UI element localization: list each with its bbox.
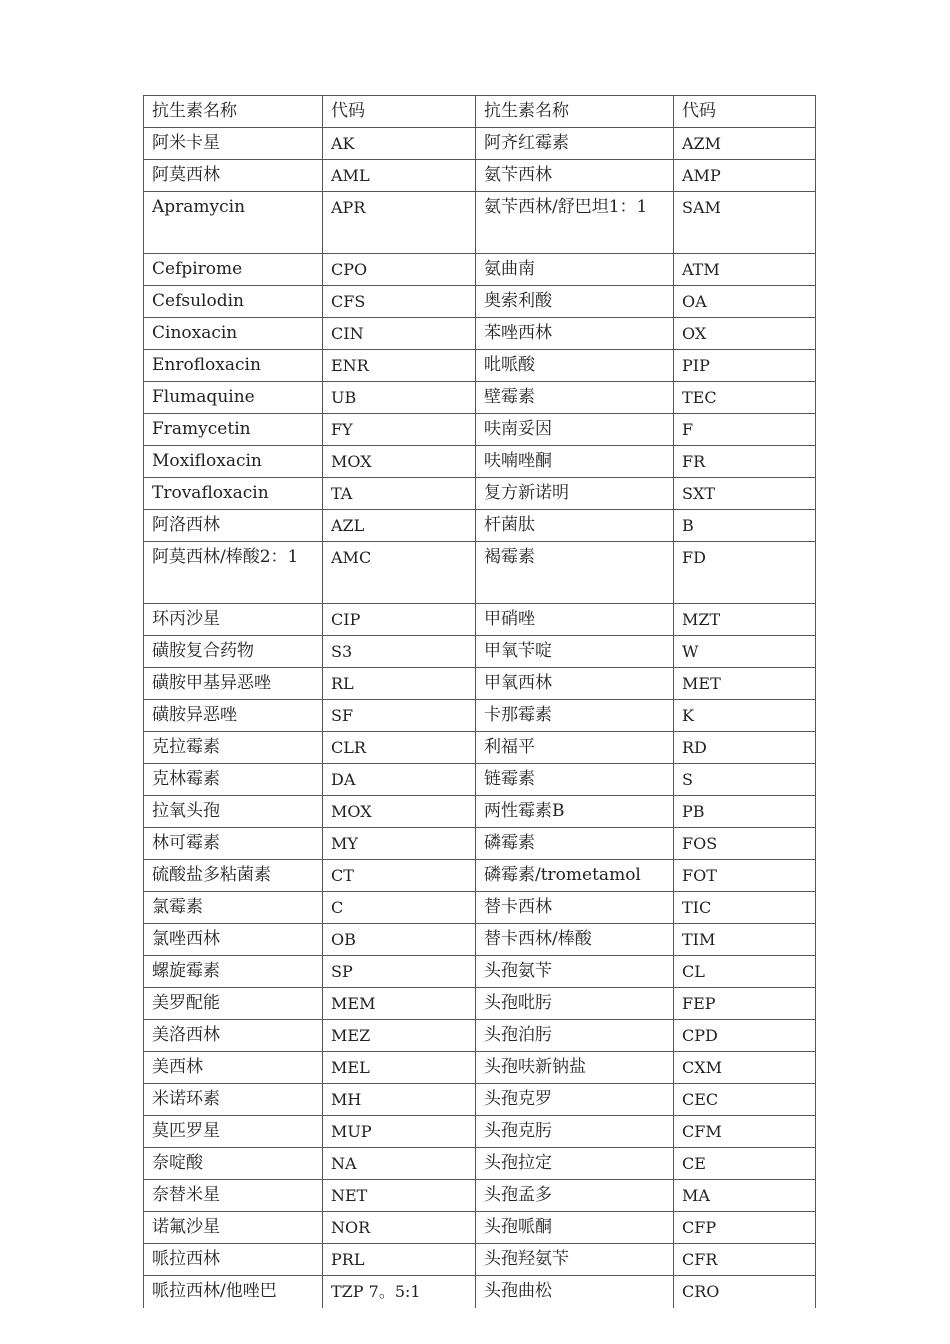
code-cell: SXT <box>674 478 816 510</box>
code-cell: F <box>674 414 816 446</box>
code-cell: PIP <box>674 350 816 382</box>
code-cell: ENR <box>323 350 476 382</box>
antibiotic-name-cell: 头孢泊肟 <box>476 1020 674 1052</box>
antibiotic-name-cell: 阿洛西林 <box>144 510 323 542</box>
code-cell: MUP <box>323 1116 476 1148</box>
code-cell: AZL <box>323 510 476 542</box>
code-cell: ATM <box>674 254 816 286</box>
antibiotic-name-cell: 头孢氨苄 <box>476 956 674 988</box>
table-row <box>144 860 816 892</box>
antibiotic-name-cell: 奈啶酸 <box>144 1148 323 1180</box>
antibiotic-name-cell: 磷霉素/trometamol <box>476 860 674 892</box>
code-cell: MEL <box>323 1052 476 1084</box>
antibiotic-name-cell: 杆菌肽 <box>476 510 674 542</box>
table-row <box>144 254 816 286</box>
antibiotic-name-cell: 壁霉素 <box>476 382 674 414</box>
table-row <box>144 542 816 604</box>
code-cell: MH <box>323 1084 476 1116</box>
table-row <box>144 732 816 764</box>
table-row <box>144 414 816 446</box>
antibiotic-name-cell: Trovafloxacin <box>144 478 323 510</box>
code-cell: CRO <box>674 1276 816 1308</box>
code-cell: FD <box>674 542 816 604</box>
code-cell: CT <box>323 860 476 892</box>
antibiotic-name-cell: 甲硝唑 <box>476 604 674 636</box>
antibiotic-name-cell: 呋喃唑酮 <box>476 446 674 478</box>
code-cell: MA <box>674 1180 816 1212</box>
code-cell: FEP <box>674 988 816 1020</box>
antibiotic-name-cell: 莫匹罗星 <box>144 1116 323 1148</box>
antibiotic-name-cell: 复方新诺明 <box>476 478 674 510</box>
code-cell: TEC <box>674 382 816 414</box>
code-cell: TIM <box>674 924 816 956</box>
antibiotic-name-cell: 两性霉素B <box>476 796 674 828</box>
code-cell: PRL <box>323 1244 476 1276</box>
antibiotic-name-cell: 诺氟沙星 <box>144 1212 323 1244</box>
code-cell: FOT <box>674 860 816 892</box>
antibiotic-name-cell: 阿莫西林/棒酸2：1 <box>144 542 323 604</box>
antibiotic-name-cell: Cinoxacin <box>144 318 323 350</box>
antibiotic-name-cell: 阿莫西林 <box>144 160 323 192</box>
antibiotic-name-cell: 哌拉西林/他唑巴 <box>144 1276 323 1308</box>
table-row <box>144 956 816 988</box>
antibiotic-name-cell: 卡那霉素 <box>476 700 674 732</box>
antibiotic-name-cell: 头孢呋新钠盐 <box>476 1052 674 1084</box>
antibiotic-name-cell: 褐霉素 <box>476 542 674 604</box>
antibiotic-name-cell: 林可霉素 <box>144 828 323 860</box>
antibiotic-name-cell: 磺胺甲基异恶唑 <box>144 668 323 700</box>
code-cell: CIN <box>323 318 476 350</box>
antibiotic-name-cell: 氨曲南 <box>476 254 674 286</box>
table-row <box>144 764 816 796</box>
table-row <box>144 988 816 1020</box>
code-cell: MOX <box>323 446 476 478</box>
code-cell: CFS <box>323 286 476 318</box>
antibiotic-name-cell: 头孢拉定 <box>476 1148 674 1180</box>
code-cell: S3 <box>323 636 476 668</box>
antibiotic-name-cell: Cefsulodin <box>144 286 323 318</box>
table-row <box>144 892 816 924</box>
antibiotic-name-cell: 甲氧苄啶 <box>476 636 674 668</box>
code-cell: TA <box>323 478 476 510</box>
antibiotic-name-cell: 克拉霉素 <box>144 732 323 764</box>
antibiotic-name-cell: 磺胺复合药物 <box>144 636 323 668</box>
code-cell: SAM <box>674 192 816 254</box>
table-row <box>144 1148 816 1180</box>
table-row <box>144 286 816 318</box>
antibiotic-name-cell: 氯霉素 <box>144 892 323 924</box>
code-cell: C <box>323 892 476 924</box>
code-cell: SP <box>323 956 476 988</box>
antibiotic-name-cell: 替卡西林 <box>476 892 674 924</box>
table-row <box>144 1116 816 1148</box>
code-cell: CEC <box>674 1084 816 1116</box>
antibiotic-name-cell: 美洛西林 <box>144 1020 323 1052</box>
code-cell: CLR <box>323 732 476 764</box>
table-row <box>144 446 816 478</box>
code-cell: CPO <box>323 254 476 286</box>
table-row <box>144 1276 816 1308</box>
antibiotic-name-cell: 呋南妥因 <box>476 414 674 446</box>
table-row <box>144 668 816 700</box>
antibiotic-name-cell: Framycetin <box>144 414 323 446</box>
code-cell: TIC <box>674 892 816 924</box>
table-row <box>144 478 816 510</box>
header-code-1: 代码 <box>323 96 476 128</box>
code-cell: AMP <box>674 160 816 192</box>
antibiotic-name-cell: 哌拉西林 <box>144 1244 323 1276</box>
code-cell: K <box>674 700 816 732</box>
code-cell: CE <box>674 1148 816 1180</box>
antibiotic-name-cell: 奈替米星 <box>144 1180 323 1212</box>
table-body <box>144 128 816 1308</box>
code-cell: AK <box>323 128 476 160</box>
code-cell: CFM <box>674 1116 816 1148</box>
code-cell: OB <box>323 924 476 956</box>
antibiotic-name-cell: 头孢克肟 <box>476 1116 674 1148</box>
code-cell: CXM <box>674 1052 816 1084</box>
table-row <box>144 382 816 414</box>
antibiotic-name-cell: 链霉素 <box>476 764 674 796</box>
table-row <box>144 828 816 860</box>
antibiotic-name-cell: 苯唑西林 <box>476 318 674 350</box>
antibiotic-name-cell: Flumaquine <box>144 382 323 414</box>
table-row <box>144 1244 816 1276</box>
antibiotic-name-cell: 阿齐红霉素 <box>476 128 674 160</box>
antibiotic-name-cell: 硫酸盐多粘菌素 <box>144 860 323 892</box>
antibiotic-name-cell: 克林霉素 <box>144 764 323 796</box>
code-cell: AZM <box>674 128 816 160</box>
antibiotic-name-cell: Moxifloxacin <box>144 446 323 478</box>
antibiotic-name-cell: 美罗配能 <box>144 988 323 1020</box>
table-row <box>144 1020 816 1052</box>
code-cell: FR <box>674 446 816 478</box>
antibiotic-name-cell: 甲氧西林 <box>476 668 674 700</box>
table-row <box>144 128 816 160</box>
antibiotic-name-cell: 螺旋霉素 <box>144 956 323 988</box>
table-row <box>144 1052 816 1084</box>
antibiotic-name-cell: 头孢克罗 <box>476 1084 674 1116</box>
code-cell: OA <box>674 286 816 318</box>
antibiotic-name-cell: 利福平 <box>476 732 674 764</box>
code-cell: MOX <box>323 796 476 828</box>
code-cell: OX <box>674 318 816 350</box>
table-row <box>144 510 816 542</box>
antibiotic-name-cell: 替卡西林/棒酸 <box>476 924 674 956</box>
code-cell: CFR <box>674 1244 816 1276</box>
header-antibiotic-name-2: 抗生素名称 <box>476 96 674 128</box>
antibiotic-name-cell: Apramycin <box>144 192 323 254</box>
table-row <box>144 318 816 350</box>
antibiotic-name-cell: 阿米卡星 <box>144 128 323 160</box>
antibiotic-name-cell: 磷霉素 <box>476 828 674 860</box>
antibiotic-name-cell: Cefpirome <box>144 254 323 286</box>
antibiotic-name-cell: 米诺环素 <box>144 1084 323 1116</box>
antibiotic-name-cell: 美西林 <box>144 1052 323 1084</box>
header-code-2: 代码 <box>674 96 816 128</box>
header-antibiotic-name-1: 抗生素名称 <box>144 96 323 128</box>
table-row <box>144 700 816 732</box>
code-cell: MZT <box>674 604 816 636</box>
code-cell: AMC <box>323 542 476 604</box>
code-cell: DA <box>323 764 476 796</box>
antibiotic-name-cell: 环丙沙星 <box>144 604 323 636</box>
antibiotic-name-cell: 头孢孟多 <box>476 1180 674 1212</box>
antibiotic-code-table <box>143 95 816 1308</box>
antibiotic-name-cell: 头孢吡肟 <box>476 988 674 1020</box>
table-row <box>144 1084 816 1116</box>
code-cell: FY <box>323 414 476 446</box>
antibiotic-name-cell: 头孢曲松 <box>476 1276 674 1308</box>
code-cell: NOR <box>323 1212 476 1244</box>
antibiotic-name-cell: 头孢哌酮 <box>476 1212 674 1244</box>
code-cell: MY <box>323 828 476 860</box>
code-cell: RD <box>674 732 816 764</box>
antibiotic-name-cell: 头孢羟氨苄 <box>476 1244 674 1276</box>
code-cell: FOS <box>674 828 816 860</box>
antibiotic-name-cell: 磺胺异恶唑 <box>144 700 323 732</box>
code-cell: CIP <box>323 604 476 636</box>
table-row <box>144 1180 816 1212</box>
code-cell: PB <box>674 796 816 828</box>
code-cell: APR <box>323 192 476 254</box>
antibiotic-name-cell: 氨苄西林/舒巴坦1：1 <box>476 192 674 254</box>
table-row <box>144 160 816 192</box>
code-cell: NET <box>323 1180 476 1212</box>
code-cell: CFP <box>674 1212 816 1244</box>
table-row <box>144 1212 816 1244</box>
code-cell: W <box>674 636 816 668</box>
table-row <box>144 796 816 828</box>
code-cell: TZP 7。5:1 <box>323 1276 476 1308</box>
code-cell: RL <box>323 668 476 700</box>
code-cell: UB <box>323 382 476 414</box>
code-cell: CL <box>674 956 816 988</box>
table-header-row <box>144 96 816 128</box>
table-row <box>144 604 816 636</box>
code-cell: AML <box>323 160 476 192</box>
antibiotic-name-cell: Enrofloxacin <box>144 350 323 382</box>
code-cell: B <box>674 510 816 542</box>
table-row <box>144 350 816 382</box>
code-cell: MEZ <box>323 1020 476 1052</box>
antibiotic-name-cell: 吡哌酸 <box>476 350 674 382</box>
code-cell: NA <box>323 1148 476 1180</box>
code-cell: S <box>674 764 816 796</box>
code-cell: MET <box>674 668 816 700</box>
antibiotic-name-cell: 拉氧头孢 <box>144 796 323 828</box>
code-cell: CPD <box>674 1020 816 1052</box>
table-row <box>144 636 816 668</box>
antibiotic-name-cell: 氨苄西林 <box>476 160 674 192</box>
code-cell: SF <box>323 700 476 732</box>
antibiotic-name-cell: 奥索利酸 <box>476 286 674 318</box>
table-row <box>144 924 816 956</box>
antibiotic-name-cell: 氯唑西林 <box>144 924 323 956</box>
code-cell: MEM <box>323 988 476 1020</box>
table-row <box>144 192 816 254</box>
